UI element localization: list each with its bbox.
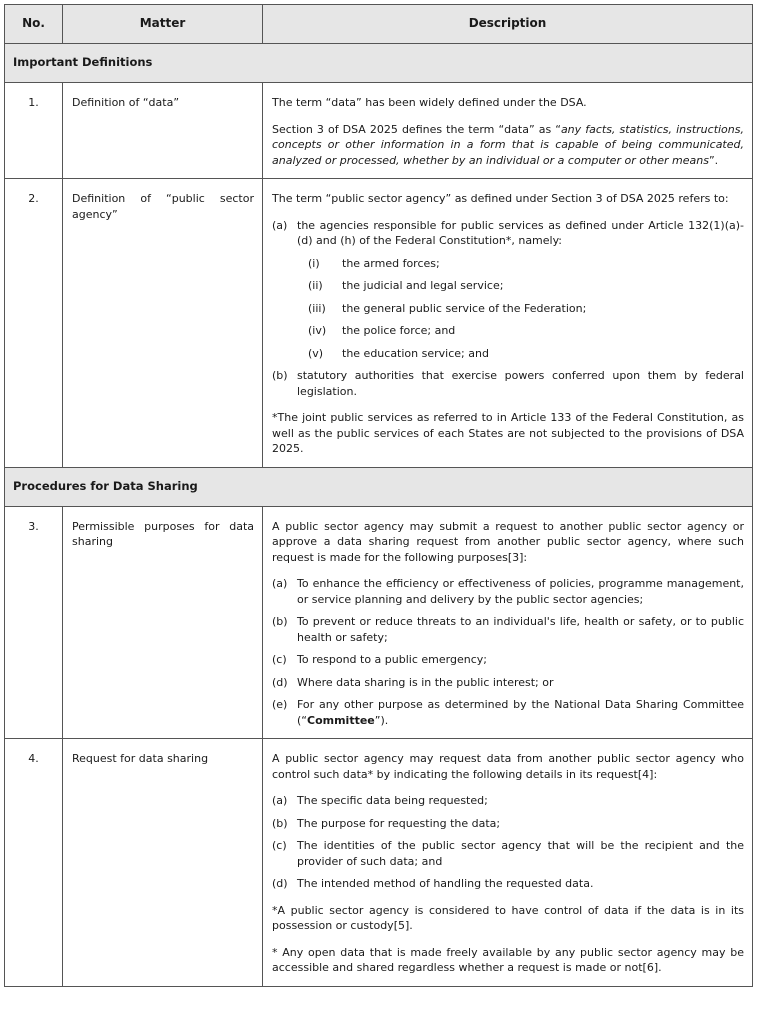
list-label: (a)	[272, 794, 288, 807]
footnote: * Any open data that is made freely available by any public sector agency may be accessible and shared regardless whether a request is made or not[6].	[272, 945, 744, 974]
quoted-definition: any facts, statistics, instructions, concepts or other information in a form that is capable of being communicated, analyzed or processed, whether by an individual or a computer or other means	[272, 122, 744, 167]
list-item	[272, 816, 744, 832]
header-no: No.	[5, 5, 63, 44]
list-text: The specific data being requested;	[297, 794, 488, 807]
table-header-row	[5, 5, 753, 44]
list-text: The identities of the public sector agency that will be the recipient and the provider of such data; and	[297, 839, 744, 868]
sub-list-item	[272, 278, 744, 294]
text-span: Section 3 of DSA 2025 defines the term “data” as “	[272, 122, 561, 136]
list-item	[272, 576, 744, 607]
list-text: The purpose for requesting the data;	[297, 816, 501, 830]
list-label: (a)	[272, 577, 288, 590]
row-matter: Definition of “public sector agency”	[63, 179, 263, 468]
list-label: (d)	[272, 877, 288, 890]
list-item	[272, 697, 744, 728]
section-title: Procedures for Data Sharing	[5, 467, 753, 506]
list-label: (iv)	[308, 324, 327, 337]
list-text	[297, 697, 744, 728]
row-description	[263, 83, 753, 179]
description-paragraph: A public sector agency may request data from another public sector agency who control such data* by indicating the following details in its request[4]:	[272, 752, 744, 781]
table-row	[5, 83, 753, 179]
table-row	[5, 179, 753, 468]
description-paragraph: The term “public sector agency” as defined under Section 3 of DSA 2025 refers to:	[272, 192, 729, 205]
data-sharing-table	[4, 4, 753, 987]
row-description	[263, 506, 753, 739]
section-row	[5, 44, 753, 83]
row-number: 2.	[5, 179, 63, 468]
list-label: (iii)	[308, 301, 326, 315]
table-row	[5, 739, 753, 987]
list-label: (e)	[272, 698, 288, 711]
row-description	[263, 739, 753, 987]
list-label: (a)	[272, 218, 288, 232]
list-label: (b)	[272, 615, 288, 628]
list-label: (b)	[272, 816, 288, 830]
list-text: Where data sharing is in the public interest; or	[297, 675, 554, 689]
header-matter: Matter	[63, 5, 263, 44]
row-description	[263, 179, 753, 468]
row-number: 1.	[5, 83, 63, 179]
defined-term: Committee	[307, 713, 375, 727]
list-label: (v)	[308, 346, 324, 360]
list-item	[272, 675, 744, 691]
header-description: Description	[263, 5, 753, 44]
list-label: (ii)	[308, 279, 323, 292]
list-text: the judicial and legal service;	[342, 279, 504, 292]
list-text: To enhance the efficiency or effectiveness of policies, programme management, or service planning and delivery by the public sector agencies;	[297, 577, 744, 606]
list-item	[272, 838, 744, 869]
list-label: (b)	[272, 369, 288, 382]
list-item	[272, 793, 744, 809]
row-matter: Definition of “data”	[63, 83, 263, 179]
list-text: The intended method of handling the requested data.	[297, 877, 594, 890]
footnote: *The joint public services as referred to in Article 133 of the Federal Constitution, as well as the public services of each States are not subjected to the provisions of DSA 2025.	[272, 411, 744, 455]
description-paragraph: A public sector agency may submit a request to another public sector agency or approve a data sharing request from another public sector agency, where such request is made for the following purposes[3]:	[272, 519, 744, 564]
list-label: (c)	[272, 653, 287, 666]
list-text: the police force; and	[342, 324, 456, 337]
text-span: ”.	[708, 153, 719, 167]
list-text: the general public service of the Federation;	[342, 301, 587, 315]
table-row	[5, 506, 753, 739]
list-label: (i)	[308, 256, 320, 270]
list-item	[272, 218, 744, 249]
list-item	[272, 876, 744, 892]
list-text: statutory authorities that exercise powers conferred upon them by federal legislation.	[297, 369, 744, 398]
text-span: ”).	[374, 713, 389, 727]
list-text: To respond to a public emergency;	[297, 653, 487, 666]
row-number: 3.	[5, 506, 63, 739]
sub-list-item	[272, 256, 744, 272]
section-row	[5, 467, 753, 506]
section-title: Important Definitions	[5, 44, 753, 83]
list-text: the agencies responsible for public services as defined under Article 132(1)(a)-(d) and (h) of the Federal Constitution*, namely:	[297, 218, 744, 247]
row-matter: Permissible purposes for data sharing	[63, 506, 263, 739]
list-label: (c)	[272, 839, 287, 852]
footnote: *A public sector agency is considered to have control of data if the data is in its possession or custody[5].	[272, 903, 744, 932]
list-text: the armed forces;	[342, 256, 440, 270]
description-paragraph: The term “data” has been widely defined under the DSA.	[272, 96, 587, 109]
text-span: For any other purpose as determined by the National Data Sharing Committee (“	[297, 698, 744, 727]
list-item	[272, 652, 744, 668]
list-text: the education service; and	[342, 346, 489, 360]
row-matter: Request for data sharing	[63, 739, 263, 987]
sub-list-item	[272, 323, 744, 339]
row-number: 4.	[5, 739, 63, 987]
list-label: (d)	[272, 675, 288, 689]
list-item	[272, 368, 744, 399]
sub-list-item	[272, 346, 744, 362]
list-text: To prevent or reduce threats to an individual's life, health or safety, or to public health or safety;	[297, 615, 744, 644]
description-paragraph	[272, 122, 744, 169]
list-item	[272, 614, 744, 645]
sub-list-item	[272, 301, 744, 317]
